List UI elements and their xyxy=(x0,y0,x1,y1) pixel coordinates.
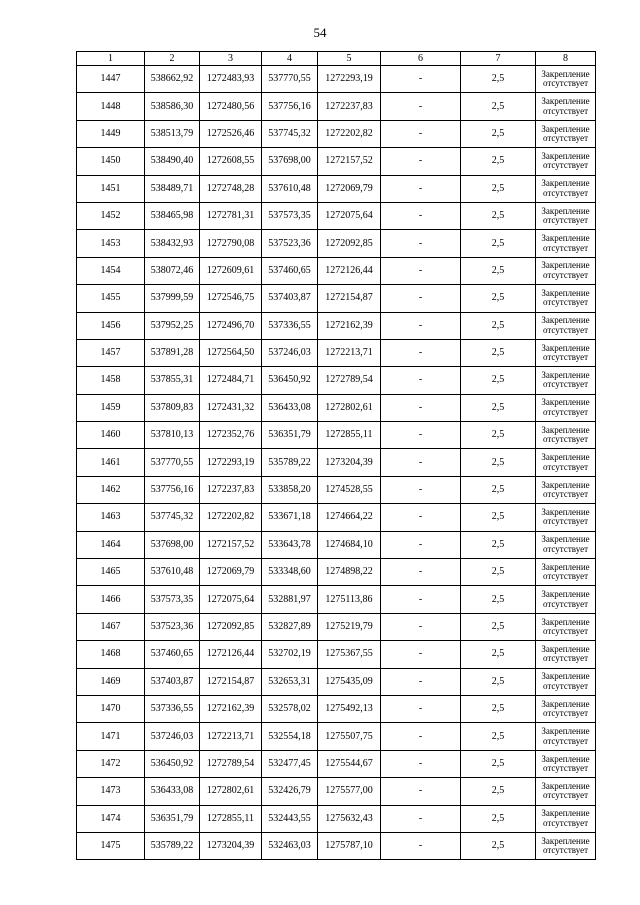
column-header: 4 xyxy=(262,52,318,66)
table-cell: 537403,87 xyxy=(145,668,200,695)
table-cell: Закрепление отсутствует xyxy=(536,723,596,750)
table-cell: 537770,55 xyxy=(145,449,200,476)
table-cell: 1272484,71 xyxy=(200,367,262,394)
table-cell: 1272213,71 xyxy=(200,723,262,750)
table-cell: 536351,79 xyxy=(145,805,200,832)
table-cell: 537610,48 xyxy=(262,175,318,202)
table-cell: - xyxy=(381,695,461,722)
table-cell: - xyxy=(381,586,461,613)
table-cell: Закрепление отсутствует xyxy=(536,367,596,394)
table-cell: 1449 xyxy=(77,120,145,147)
table-cell: - xyxy=(381,504,461,531)
table-row xyxy=(77,504,596,531)
table-cell: 1272608,55 xyxy=(200,148,262,175)
table-cell: 2,5 xyxy=(461,394,536,421)
table-cell: 537745,32 xyxy=(145,504,200,531)
table-cell: 535789,22 xyxy=(145,832,200,859)
table-cell: - xyxy=(381,531,461,558)
table-cell: 535789,22 xyxy=(262,449,318,476)
table-cell: 532827,89 xyxy=(262,613,318,640)
table-cell: 1272069,79 xyxy=(318,175,381,202)
table-cell: Закрепление отсутствует xyxy=(536,449,596,476)
table-cell: Закрепление отсутствует xyxy=(536,504,596,531)
table-cell: Закрепление отсутствует xyxy=(536,339,596,366)
table-cell: 1452 xyxy=(77,202,145,229)
table-cell: 537336,55 xyxy=(262,312,318,339)
table-header-row xyxy=(77,52,596,66)
table-cell: 2,5 xyxy=(461,805,536,832)
table-cell: 1272162,39 xyxy=(200,695,262,722)
table-cell: Закрепление отсутствует xyxy=(536,832,596,859)
column-header: 2 xyxy=(145,52,200,66)
table-cell: 1272802,61 xyxy=(200,778,262,805)
table-cell: 537523,36 xyxy=(262,230,318,257)
table-cell: 2,5 xyxy=(461,832,536,859)
table-cell: - xyxy=(381,285,461,312)
table-cell: 1272855,11 xyxy=(318,422,381,449)
table-cell: 537745,32 xyxy=(262,120,318,147)
table-cell: 1473 xyxy=(77,778,145,805)
table-cell: 537336,55 xyxy=(145,695,200,722)
table-cell: Закрепление отсутствует xyxy=(536,93,596,120)
table-cell: - xyxy=(381,394,461,421)
column-header: 3 xyxy=(200,52,262,66)
table-cell: Закрепление отсутствует xyxy=(536,175,596,202)
table-cell: 2,5 xyxy=(461,202,536,229)
table-cell: 1272526,46 xyxy=(200,120,262,147)
table-cell: - xyxy=(381,422,461,449)
table-row xyxy=(77,339,596,366)
table-cell: 2,5 xyxy=(461,93,536,120)
table-cell: 1274898,22 xyxy=(318,559,381,586)
table-cell: 2,5 xyxy=(461,175,536,202)
table-cell: - xyxy=(381,723,461,750)
table-cell: 2,5 xyxy=(461,723,536,750)
table-cell: - xyxy=(381,120,461,147)
table-row xyxy=(77,394,596,421)
table-cell: 2,5 xyxy=(461,531,536,558)
table-cell: 1275787,10 xyxy=(318,832,381,859)
table-cell: 533671,18 xyxy=(262,504,318,531)
table-cell: Закрепление отсутствует xyxy=(536,613,596,640)
table-cell: 1272855,11 xyxy=(200,805,262,832)
table-cell: 1275113,86 xyxy=(318,586,381,613)
table-cell: 1474 xyxy=(77,805,145,832)
table-cell: 1272496,70 xyxy=(200,312,262,339)
table-cell: 537523,36 xyxy=(145,613,200,640)
table-cell: 1272748,28 xyxy=(200,175,262,202)
table-row xyxy=(77,175,596,202)
column-header: 6 xyxy=(381,52,461,66)
table-cell: - xyxy=(381,230,461,257)
table-cell: 1275367,55 xyxy=(318,641,381,668)
table-cell: Закрепление отсутствует xyxy=(536,230,596,257)
table-cell: 536433,08 xyxy=(145,778,200,805)
table-cell: 537999,59 xyxy=(145,285,200,312)
table-cell: 537460,65 xyxy=(262,257,318,284)
table-cell: 537756,16 xyxy=(145,476,200,503)
table-cell: 1456 xyxy=(77,312,145,339)
table-cell: 2,5 xyxy=(461,422,536,449)
column-header: 5 xyxy=(318,52,381,66)
table-cell: 538513,79 xyxy=(145,120,200,147)
table-row xyxy=(77,93,596,120)
table-cell: Закрепление отсутствует xyxy=(536,668,596,695)
table-cell: 1274528,55 xyxy=(318,476,381,503)
table-cell: 537246,03 xyxy=(145,723,200,750)
table-cell: 1451 xyxy=(77,175,145,202)
table-row xyxy=(77,449,596,476)
table-cell: 2,5 xyxy=(461,476,536,503)
table-cell: 2,5 xyxy=(461,339,536,366)
table-cell: 1272162,39 xyxy=(318,312,381,339)
table-cell: 1453 xyxy=(77,230,145,257)
table-cell: Закрепление отсутствует xyxy=(536,641,596,668)
table-cell: 1272075,64 xyxy=(200,586,262,613)
table-cell: - xyxy=(381,148,461,175)
table-cell: Закрепление отсутствует xyxy=(536,778,596,805)
table-cell: 538662,92 xyxy=(145,66,200,93)
table-row xyxy=(77,367,596,394)
table-row xyxy=(77,613,596,640)
table-cell: 1455 xyxy=(77,285,145,312)
table-cell: 1454 xyxy=(77,257,145,284)
table-cell: 1272154,87 xyxy=(200,668,262,695)
table-row xyxy=(77,285,596,312)
table-cell: 1272790,08 xyxy=(200,230,262,257)
table-row xyxy=(77,230,596,257)
table-cell: 537756,16 xyxy=(262,93,318,120)
table-cell: - xyxy=(381,559,461,586)
table-cell: 1464 xyxy=(77,531,145,558)
table-cell: 1458 xyxy=(77,367,145,394)
table-cell: 532426,79 xyxy=(262,778,318,805)
table-cell: Закрепление отсутствует xyxy=(536,257,596,284)
table-cell: 1471 xyxy=(77,723,145,750)
table-cell: 536450,92 xyxy=(262,367,318,394)
table-cell: 1273204,39 xyxy=(318,449,381,476)
table-cell: 1275507,75 xyxy=(318,723,381,750)
table-row xyxy=(77,476,596,503)
table-cell: 1275219,79 xyxy=(318,613,381,640)
table-row xyxy=(77,832,596,859)
column-header: 8 xyxy=(536,52,596,66)
table-cell: 1272154,87 xyxy=(318,285,381,312)
table-cell: 1272789,54 xyxy=(200,750,262,777)
table-cell: 1475 xyxy=(77,832,145,859)
table-cell: 1272431,32 xyxy=(200,394,262,421)
table-cell: 532477,45 xyxy=(262,750,318,777)
table-cell: 2,5 xyxy=(461,504,536,531)
table-cell: 1272609,61 xyxy=(200,257,262,284)
table-cell: 1272213,71 xyxy=(318,339,381,366)
table-cell: 537403,87 xyxy=(262,285,318,312)
table-cell: 532578,02 xyxy=(262,695,318,722)
table-cell: 538586,30 xyxy=(145,93,200,120)
table-cell: - xyxy=(381,778,461,805)
table-cell: 538432,93 xyxy=(145,230,200,257)
table-cell: - xyxy=(381,93,461,120)
table-cell: 1272092,85 xyxy=(200,613,262,640)
table-cell: 1272092,85 xyxy=(318,230,381,257)
table-row xyxy=(77,422,596,449)
table-cell: 533858,20 xyxy=(262,476,318,503)
table-cell: 2,5 xyxy=(461,148,536,175)
table-cell: Закрепление отсутствует xyxy=(536,559,596,586)
table-cell: 1272293,19 xyxy=(200,449,262,476)
table-cell: 1272075,64 xyxy=(318,202,381,229)
table-row xyxy=(77,66,596,93)
table-row xyxy=(77,586,596,613)
table-cell: 1272352,76 xyxy=(200,422,262,449)
table-cell: 2,5 xyxy=(461,66,536,93)
table-cell: 1274664,22 xyxy=(318,504,381,531)
column-header: 7 xyxy=(461,52,536,66)
table-cell: Закрепление отсутствует xyxy=(536,202,596,229)
table-cell: Закрепление отсутствует xyxy=(536,476,596,503)
table-cell: 1272157,52 xyxy=(318,148,381,175)
table-cell: 536450,92 xyxy=(145,750,200,777)
table-cell: 2,5 xyxy=(461,586,536,613)
table-cell: 2,5 xyxy=(461,230,536,257)
table-row xyxy=(77,723,596,750)
table-cell: 537246,03 xyxy=(262,339,318,366)
table-cell: 1275492,13 xyxy=(318,695,381,722)
table-cell: 1272480,56 xyxy=(200,93,262,120)
table-cell: 1462 xyxy=(77,476,145,503)
table-cell: 538465,98 xyxy=(145,202,200,229)
table-cell: 1469 xyxy=(77,668,145,695)
table-cell: Закрепление отсутствует xyxy=(536,120,596,147)
table-cell: 537770,55 xyxy=(262,66,318,93)
table-cell: 537573,35 xyxy=(145,586,200,613)
table-cell: - xyxy=(381,641,461,668)
table-cell: 1272564,50 xyxy=(200,339,262,366)
table-cell: 1470 xyxy=(77,695,145,722)
table-cell: 538490,40 xyxy=(145,148,200,175)
table-cell: 2,5 xyxy=(461,285,536,312)
table-cell: 2,5 xyxy=(461,778,536,805)
table-row xyxy=(77,531,596,558)
table-cell: - xyxy=(381,832,461,859)
table-cell: 1272546,75 xyxy=(200,285,262,312)
table-cell: 1457 xyxy=(77,339,145,366)
table-cell: 538489,71 xyxy=(145,175,200,202)
table-cell: 1447 xyxy=(77,66,145,93)
table-cell: Закрепление отсутствует xyxy=(536,805,596,832)
table-cell: 538072,46 xyxy=(145,257,200,284)
table-cell: 1272157,52 xyxy=(200,531,262,558)
table-cell: 533643,78 xyxy=(262,531,318,558)
table-row xyxy=(77,668,596,695)
table-cell: 536433,08 xyxy=(262,394,318,421)
table-row xyxy=(77,778,596,805)
table-row xyxy=(77,750,596,777)
table-cell: 1272237,83 xyxy=(200,476,262,503)
table-cell: 532881,97 xyxy=(262,586,318,613)
table-cell: 1272781,31 xyxy=(200,202,262,229)
table-cell: 2,5 xyxy=(461,559,536,586)
table-cell: 2,5 xyxy=(461,449,536,476)
table-cell: - xyxy=(381,312,461,339)
table-cell: Закрепление отсутствует xyxy=(536,750,596,777)
table-cell: 2,5 xyxy=(461,668,536,695)
table-cell: - xyxy=(381,449,461,476)
table-cell: 537809,83 xyxy=(145,394,200,421)
table-cell: 2,5 xyxy=(461,750,536,777)
table-cell: - xyxy=(381,750,461,777)
table-cell: 1273204,39 xyxy=(200,832,262,859)
table-cell: - xyxy=(381,476,461,503)
table-cell: Закрепление отсутствует xyxy=(536,285,596,312)
table-cell: 1468 xyxy=(77,641,145,668)
table-cell: - xyxy=(381,339,461,366)
table-cell: 1272802,61 xyxy=(318,394,381,421)
table-cell: 537810,13 xyxy=(145,422,200,449)
table-cell: 1463 xyxy=(77,504,145,531)
page-number: 54 xyxy=(313,25,327,40)
table-cell: - xyxy=(381,66,461,93)
table-cell: 1272069,79 xyxy=(200,559,262,586)
table-cell: - xyxy=(381,257,461,284)
table-cell: 2,5 xyxy=(461,695,536,722)
table-body xyxy=(77,66,596,860)
table-cell: 1275435,09 xyxy=(318,668,381,695)
table-cell: 1460 xyxy=(77,422,145,449)
table-cell: 2,5 xyxy=(461,312,536,339)
table-cell: 1272789,54 xyxy=(318,367,381,394)
table-row xyxy=(77,312,596,339)
table-cell: Закрепление отсутствует xyxy=(536,312,596,339)
table-cell: 1467 xyxy=(77,613,145,640)
table-row xyxy=(77,695,596,722)
table-row xyxy=(77,805,596,832)
table-cell: 2,5 xyxy=(461,641,536,668)
table-cell: 2,5 xyxy=(461,120,536,147)
table-cell: 1272202,82 xyxy=(318,120,381,147)
table-row xyxy=(77,120,596,147)
table-cell: - xyxy=(381,367,461,394)
table-cell: 1275577,00 xyxy=(318,778,381,805)
table-cell: Закрепление отсутствует xyxy=(536,66,596,93)
table-cell: - xyxy=(381,175,461,202)
table-cell: 537460,65 xyxy=(145,641,200,668)
table-cell: 532554,18 xyxy=(262,723,318,750)
table-cell: 2,5 xyxy=(461,257,536,284)
table-cell: 537952,25 xyxy=(145,312,200,339)
table-row xyxy=(77,559,596,586)
table-cell: 537698,00 xyxy=(145,531,200,558)
table-cell: 1272202,82 xyxy=(200,504,262,531)
table-cell: 1272237,83 xyxy=(318,93,381,120)
table-cell: 1272483,93 xyxy=(200,66,262,93)
table-row xyxy=(77,148,596,175)
table-cell: 1275544,67 xyxy=(318,750,381,777)
table-cell: 537698,00 xyxy=(262,148,318,175)
table-cell: 2,5 xyxy=(461,367,536,394)
column-header: 1 xyxy=(77,52,145,66)
table-cell: 1272126,44 xyxy=(200,641,262,668)
table-cell: 532443,55 xyxy=(262,805,318,832)
table-cell: - xyxy=(381,668,461,695)
table-cell: 1465 xyxy=(77,559,145,586)
table-cell: 537855,31 xyxy=(145,367,200,394)
table-cell: 1450 xyxy=(77,148,145,175)
table-cell: 1272293,19 xyxy=(318,66,381,93)
table-cell: 532702,19 xyxy=(262,641,318,668)
table-cell: 1274684,10 xyxy=(318,531,381,558)
table-cell: 1459 xyxy=(77,394,145,421)
table-cell: - xyxy=(381,202,461,229)
table-cell: Закрепление отсутствует xyxy=(536,422,596,449)
table-cell: 532653,31 xyxy=(262,668,318,695)
table-cell: 532463,03 xyxy=(262,832,318,859)
table-cell: 533348,60 xyxy=(262,559,318,586)
table-row xyxy=(77,257,596,284)
table-cell: - xyxy=(381,805,461,832)
table-cell: Закрепление отсутствует xyxy=(536,394,596,421)
table-cell: 536351,79 xyxy=(262,422,318,449)
table-cell: 1466 xyxy=(77,586,145,613)
table-cell: Закрепление отсутствует xyxy=(536,586,596,613)
table-cell: 1461 xyxy=(77,449,145,476)
table-cell: 1448 xyxy=(77,93,145,120)
table-cell: 2,5 xyxy=(461,613,536,640)
table-cell: 1275632,43 xyxy=(318,805,381,832)
table-cell: - xyxy=(381,613,461,640)
table-cell: 1472 xyxy=(77,750,145,777)
table-cell: 537891,28 xyxy=(145,339,200,366)
table-row xyxy=(77,641,596,668)
table-cell: 537610,48 xyxy=(145,559,200,586)
table-cell: 1272126,44 xyxy=(318,257,381,284)
table-row xyxy=(77,202,596,229)
coordinates-table xyxy=(76,51,596,860)
table-cell: Закрепление отсутствует xyxy=(536,148,596,175)
table-cell: Закрепление отсутствует xyxy=(536,695,596,722)
table-cell: 537573,35 xyxy=(262,202,318,229)
table-cell: Закрепление отсутствует xyxy=(536,531,596,558)
